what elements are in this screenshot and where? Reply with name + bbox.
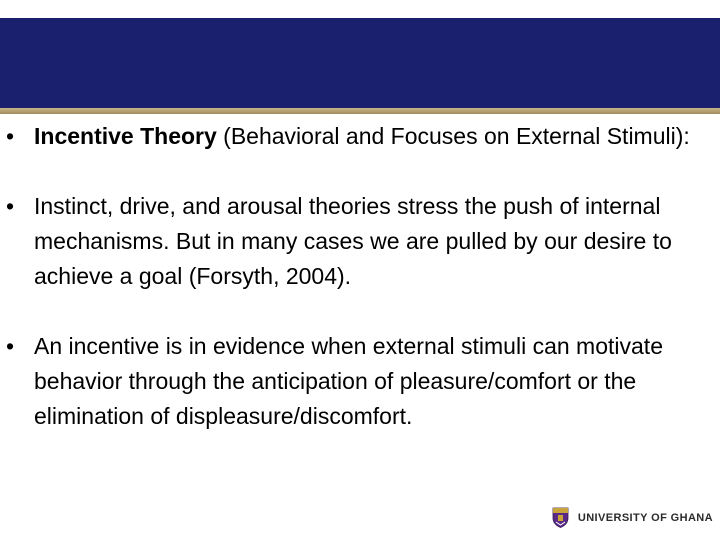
bullet-incentive-theory — [6, 119, 706, 154]
bullet-push-pull — [6, 189, 706, 294]
university-name: UNIVERSITY OF GHANA — [577, 511, 713, 524]
bullet-text: Instinct, drive, and arousal theories stress the push of internal mechanisms. But in many cases we are pulled by our desire to achieve a goal (Forsyth, 2004). — [34, 193, 672, 289]
university-crest-icon — [552, 507, 569, 528]
bullet-list — [6, 119, 706, 434]
university-logo — [552, 507, 713, 528]
bullet-text: An incentive is in evidence when external stimuli can motivate behavior through the anticipation of pleasure/comfort or the elimination of displeasure/discomfort. — [34, 333, 663, 429]
bullet-marker: • — [6, 193, 15, 219]
bullet-text: (Behavioral and Focuses on External Stimuli): — [216, 123, 690, 149]
bullet-marker: • — [6, 123, 15, 149]
bullet-incentive-definition — [6, 329, 706, 434]
bullet-marker: • — [6, 333, 15, 359]
bullet-bold-term: Incentive Theory — [34, 123, 217, 149]
header-band — [0, 18, 720, 108]
header-accent-rule — [0, 108, 720, 114]
